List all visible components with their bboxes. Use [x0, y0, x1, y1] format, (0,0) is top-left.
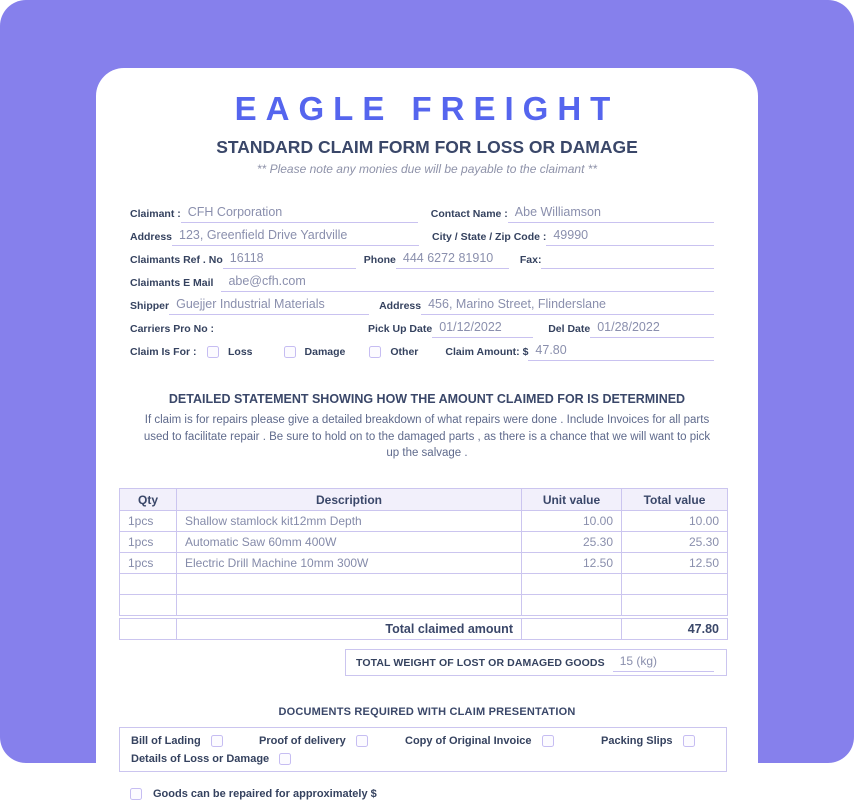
description-cell	[177, 595, 522, 616]
doc-item-bill-of-lading	[131, 735, 259, 747]
total-claimed-label: Total claimed amount	[177, 619, 522, 640]
shipper-label: Shipper	[130, 300, 170, 312]
total-value-cell	[622, 595, 728, 616]
claimants-ref-field[interactable]: 16118	[223, 251, 356, 269]
qty-cell: 1pcs	[120, 511, 177, 532]
contact-name-label: Contact Name :	[430, 208, 508, 220]
claimant-field[interactable]: CFH Corporation	[181, 205, 418, 223]
row-email	[130, 269, 714, 292]
total-qty-cell	[120, 619, 177, 640]
total-unit-cell	[522, 619, 622, 640]
damage-label: Damage	[304, 346, 346, 358]
statement-body: If claim is for repairs please give a detailed breakdown of what repairs were done . Include Invoices for all parts used to facilitate repair . Be sure to hold on to the damaged parts , as there is a chance that we will want to pick up the salvage .	[143, 414, 711, 460]
qty-cell: 1pcs	[120, 532, 177, 553]
loss-label: Loss	[228, 346, 253, 358]
documents-row-2	[131, 751, 716, 766]
repair-approx-row	[130, 788, 758, 800]
table-row-empty	[120, 595, 728, 616]
description-cell: Automatic Saw 60mm 400W	[177, 532, 522, 553]
claimants-ref-label: Claimants Ref . No	[130, 254, 223, 266]
qty-cell	[120, 574, 177, 595]
proof-of-delivery-label: Proof of delivery	[259, 734, 346, 747]
documents-row-1	[131, 733, 716, 748]
claim-amount-field[interactable]: 47.80	[528, 343, 714, 361]
carriers-pro-label: Carriers Pro No :	[130, 323, 215, 335]
city-state-zip-field[interactable]: 49990	[546, 228, 714, 246]
payable-note: ** Please note any monies due will be payable to the claimant **	[256, 162, 598, 176]
unit-value-header: Unit value	[522, 489, 622, 511]
qty-header: Qty	[120, 489, 177, 511]
pickup-date-field[interactable]: 01/12/2022	[432, 320, 533, 338]
total-value-cell	[622, 574, 728, 595]
table-row	[120, 553, 728, 574]
address-label: Address	[130, 231, 173, 243]
total-weight-label: TOTAL WEIGHT OF LOST OR DAMAGED GOODS	[356, 656, 605, 669]
description-cell: Electric Drill Machine 10mm 300W	[177, 553, 522, 574]
total-weight-field[interactable]: 15 (kg)	[613, 654, 714, 672]
packing-slips-label: Packing Slips	[601, 734, 673, 747]
table-row	[120, 532, 728, 553]
doc-item-proof-of-delivery	[259, 735, 405, 747]
unit-value-cell: 25.30	[522, 532, 622, 553]
table-row	[120, 511, 728, 532]
total-claimed-value: 47.80	[622, 619, 728, 640]
claimant-label: Claimant :	[130, 208, 181, 220]
table-row-empty	[120, 574, 728, 595]
del-date-label: Del Date	[548, 323, 591, 335]
loss-checkbox[interactable]	[207, 346, 219, 358]
fax-field[interactable]	[541, 267, 714, 269]
unit-value-cell: 12.50	[522, 553, 622, 574]
city-state-zip-label: City / State / Zip Code :	[432, 231, 547, 243]
form-title: STANDARD CLAIM FORM FOR LOSS OR DAMAGE	[216, 137, 638, 157]
shipper-address-label: Address	[379, 300, 422, 312]
qty-cell	[120, 595, 177, 616]
items-table-header-row	[120, 489, 728, 511]
brand-title: EAGLE FREIGHT	[234, 90, 620, 127]
bill-of-lading-checkbox[interactable]	[211, 735, 223, 747]
total-value-cell: 25.30	[622, 532, 728, 553]
damage-checkbox[interactable]	[284, 346, 296, 358]
doc-item-packing-slips	[601, 735, 695, 747]
repair-approx-label: Goods can be repaired for approximately $	[153, 788, 377, 800]
total-weight-box	[345, 649, 727, 676]
shipper-field[interactable]: Guejjer Industrial Materials	[169, 297, 369, 315]
claimant-form	[130, 200, 714, 361]
copy-of-original-invoice-checkbox[interactable]	[542, 735, 554, 747]
statement-title: DETAILED STATEMENT SHOWING HOW THE AMOUNT CLAIMED FOR IS DETERMINED	[168, 392, 686, 406]
details-of-loss-label: Details of Loss or Damage	[131, 752, 270, 765]
claim-form-card	[96, 68, 758, 800]
unit-value-cell	[522, 595, 622, 616]
claim-amount-label: Claim Amount: $	[445, 346, 529, 358]
phone-field[interactable]: 444 6272 81910	[396, 251, 509, 269]
bill-of-lading-label: Bill of Lading	[131, 734, 201, 747]
total-value-cell: 10.00	[622, 511, 728, 532]
claimants-email-label: Claimants E Mail	[130, 277, 214, 289]
pickup-date-label: Pick Up Date	[368, 323, 433, 335]
fax-label: Fax:	[519, 254, 542, 266]
documents-box	[119, 727, 727, 772]
total-value-header: Total value	[622, 489, 728, 511]
claim-is-for-label: Claim Is For :	[130, 346, 197, 358]
repair-approx-checkbox[interactable]	[130, 788, 142, 800]
proof-of-delivery-checkbox[interactable]	[356, 735, 368, 747]
contact-name-field[interactable]: Abe Williamson	[508, 205, 714, 223]
items-table	[119, 488, 728, 616]
phone-label: Phone	[363, 254, 396, 266]
row-ref-phone-fax	[130, 246, 714, 269]
address-field[interactable]: 123, Greenfield Drive Yardville	[172, 228, 419, 246]
description-cell	[177, 574, 522, 595]
unit-value-cell	[522, 574, 622, 595]
row-claim-type-amount	[130, 338, 714, 361]
row-address-city	[130, 223, 714, 246]
del-date-field[interactable]: 01/28/2022	[590, 320, 714, 338]
other-label: Other	[390, 346, 419, 358]
shipper-address-field[interactable]: 456, Marino Street, Flinderslane	[421, 297, 714, 315]
packing-slips-checkbox[interactable]	[683, 735, 695, 747]
doc-item-copy-of-invoice	[405, 735, 601, 747]
row-shipper-address	[130, 292, 714, 315]
doc-item-details-of-loss	[131, 753, 291, 765]
unit-value-cell: 10.00	[522, 511, 622, 532]
total-value-cell: 12.50	[622, 553, 728, 574]
total-claimed-row	[120, 619, 728, 640]
documents-title: DOCUMENTS REQUIRED WITH CLAIM PRESENTATION	[278, 706, 576, 719]
details-of-loss-checkbox[interactable]	[279, 753, 291, 765]
description-cell: Shallow stamlock kit12mm Depth	[177, 511, 522, 532]
other-checkbox[interactable]	[369, 346, 381, 358]
row-carrier-dates	[130, 315, 714, 338]
copy-of-original-invoice-label: Copy of Original Invoice	[405, 734, 532, 747]
qty-cell: 1pcs	[120, 553, 177, 574]
row-claimant-contact	[130, 200, 714, 223]
claimants-email-field[interactable]: abe@cfh.com	[221, 274, 714, 292]
description-header: Description	[177, 489, 522, 511]
total-claimed-table	[119, 618, 728, 640]
